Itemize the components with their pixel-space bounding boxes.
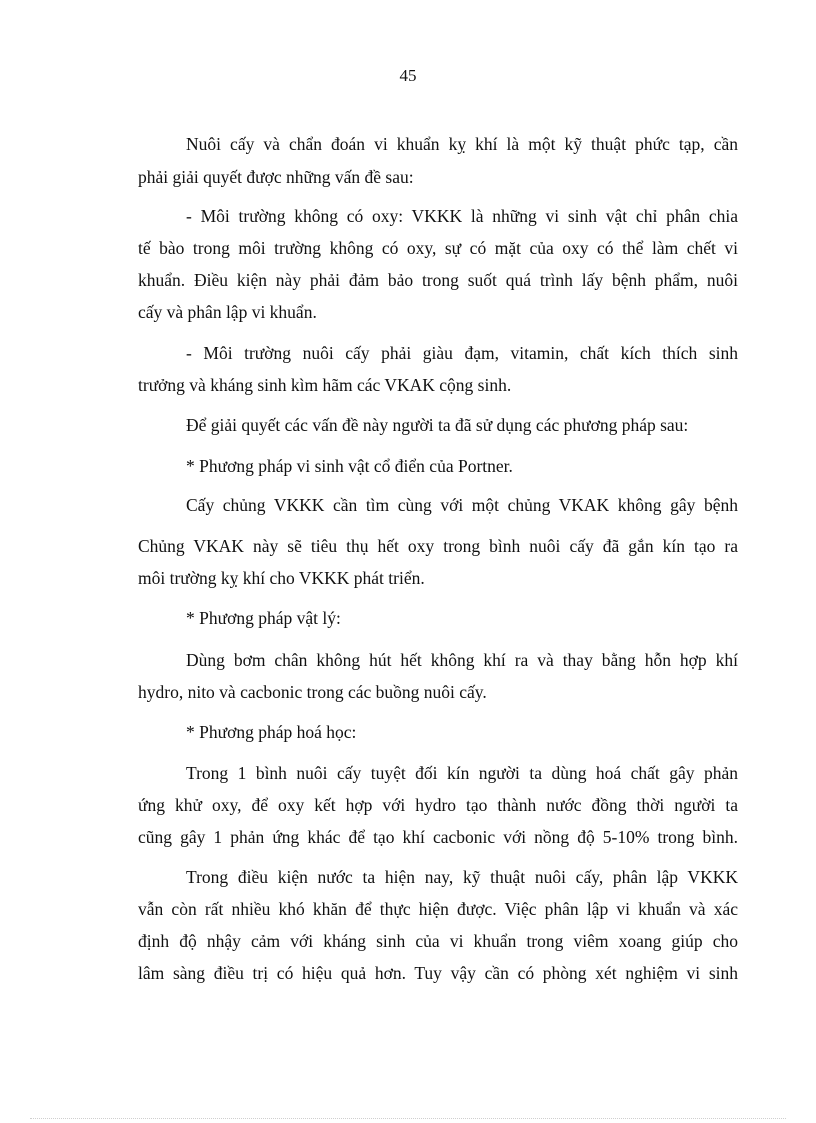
text-line: cấy và phân lập vi khuẩn. bbox=[138, 302, 317, 322]
text-line: Cấy chủng VKKK cần tìm cùng với một chủng VKAK không gây bệnh bbox=[186, 495, 738, 515]
page-number: 45 bbox=[399, 66, 417, 85]
text-line: định độ nhậy cảm với kháng sinh của vi khuẩn trong viêm xoang giúp cho bbox=[138, 931, 738, 951]
text-line: Trong 1 bình nuôi cấy tuyệt đối kín người ta dùng hoá chất gây phản bbox=[186, 763, 738, 783]
text-line: Nuôi cấy và chẩn đoán vi khuẩn kỵ khí là một kỹ thuật phức tạp, cần bbox=[186, 134, 738, 154]
text-line: Chủng VKAK này sẽ tiêu thụ hết oxy trong bình nuôi cấy đã gắn kín tạo ra bbox=[138, 536, 738, 556]
text-line: cũng gây 1 phản ứng khác để tạo khí cacbonic với nồng độ 5-10% trong bình. bbox=[138, 827, 738, 847]
text-line: môi trường kỵ khí cho VKKK phát triển. bbox=[138, 568, 425, 588]
text-line: ứng khử oxy, để oxy kết hợp với hydro tạo thành nước đồng thời người ta bbox=[138, 795, 738, 815]
footer-divider bbox=[30, 1118, 786, 1119]
text-line: * Phương pháp vi sinh vật cổ điển của Portner. bbox=[186, 456, 513, 476]
text-line: - Môi trường nuôi cấy phải giàu đạm, vitamin, chất kích thích sinh bbox=[186, 343, 738, 363]
text-line: khuẩn. Điều kiện này phải đảm bảo trong suốt quá trình lấy bệnh phẩm, nuôi bbox=[138, 270, 738, 290]
text-line: trưởng và kháng sinh kìm hãm các VKAK cộng sinh. bbox=[138, 375, 512, 395]
text-line: - Môi trường không có oxy: VKKK là những vi sinh vật chỉ phân chia bbox=[186, 206, 738, 226]
text-line: lâm sàng điều trị có hiệu quả hơn. Tuy vậy cần có phòng xét nghiệm vi sinh bbox=[138, 963, 738, 983]
text-line: phải giải quyết được những vấn đề sau: bbox=[138, 167, 414, 187]
text-line: tế bào trong môi trường không có oxy, sự có mặt của oxy có thể làm chết vi bbox=[138, 238, 738, 258]
text-line: Để giải quyết các vấn đề này người ta đã sử dụng các phương pháp sau: bbox=[186, 415, 689, 435]
text-line: * Phương pháp vật lý: bbox=[186, 608, 341, 628]
text-line: Dùng bơm chân không hút hết không khí ra và thay bằng hỗn hợp khí bbox=[186, 650, 738, 670]
text-line: * Phương pháp hoá học: bbox=[186, 722, 357, 742]
text-line: hydro, nito và cacbonic trong các buồng nuôi cấy. bbox=[138, 682, 487, 702]
text-line: vẫn còn rất nhiều khó khăn để thực hiện được. Việc phân lập vi khuẩn và xác bbox=[138, 899, 738, 919]
text-line: Trong điều kiện nước ta hiện nay, kỹ thuật nuôi cấy, phân lập VKKK bbox=[186, 867, 738, 887]
